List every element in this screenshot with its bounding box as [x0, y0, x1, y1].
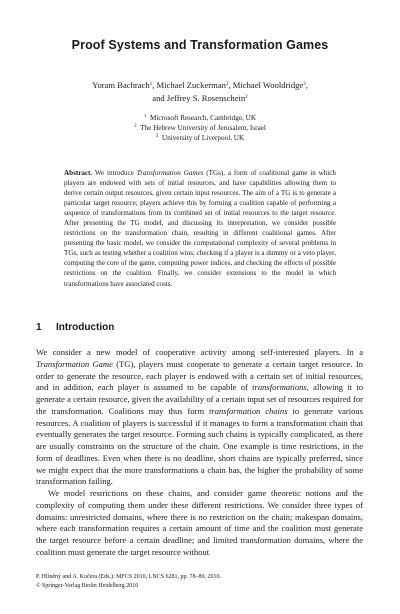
author-sup: 3 — [303, 82, 306, 87]
author-name: Jeffrey S. Rosenschein — [166, 92, 246, 103]
abstract-text: We introduce — [94, 169, 134, 177]
author-sup: 2 — [225, 82, 229, 87]
paper-title: Proof Systems and Transformation Games — [71, 38, 329, 52]
affiliation-item: $^1$ Microsoft Research, Cambridge, UK — [143, 114, 257, 122]
affiliation-item: $^2$ The Hebrew University of Jerusalem, Israel — [134, 124, 266, 132]
author-name: Michael Wooldridge — [232, 80, 304, 90]
author-line-1: Yoram Bachrach$^1$, Michael Zuckerman$^2$, Michael Wooldridge$^3$, — [92, 80, 308, 90]
author-sup: 1 — [149, 82, 153, 87]
body-text — [36, 347, 363, 559]
abstract-text: (TGs), a form of coalitional game in which players are endowed with sets of initial resources, and have capabilities allowing them to derive certain output resources, given certain input resources. The aim of a TG is to generate a particular target resource; players achieve this by forming a coalition capable of performing a sequence of transformations from its combined set of initial resources to the target resource. After presenting the TG model, and discussing its interpretation, we consider possible restrictions on the transformation chain, resulting in different coalitional games. After presenting the basic model, we consider the computational complexity of several problems in TGs, such as testing whether a coalition wins, checking if a player is a dummy or a veto player, computing the core of the game, computing power indices, and checking the effects of possible restrictions on the coalition. Finally, we consider extensions to the model in which transformations have associated costs. — [64, 169, 336, 288]
author-name: Yoram Bachrach — [92, 80, 150, 90]
abstract-label: Abstract. — [64, 169, 93, 177]
footer-copyright: © Springer-Verlag Berlin Heidelberg 2010 — [36, 583, 139, 589]
paragraph: We consider a new model of cooperative activity among self-interested players. In a Transformation Game (TG), players must cooperate to generate a certain target resource. In order to generate the resource, each player is endowed with a certain set of initial resources, and in addition, each player is assumed to be capable of transformations, allowing it to generate a certain resource, given the availability of a certain input set of resources required for the transformation. Coalitions may thus form transformation chains to generate various resources. A coalition of players is successful if it manages to form a transformation chain that eventually generates the target resource. Forming such chains is typically complicated, as there are usually constraints on the structure of the chain. One example is time restrictions, in the form of deadlines. Even when there is no deadline, short chains are typically preferred, since we might expect that the more transformations a chain has, the higher the probability of some transformation failing. — [36, 347, 364, 487]
author-conjunction: and — [152, 92, 165, 103]
section-heading — [36, 322, 114, 333]
section-number: 1 — [36, 322, 42, 333]
page-footer — [36, 573, 363, 591]
paragraph: We model restrictions on these chains, and consider game theoretic notions and the complexity of computing them under these different restrictions. We consider three types of domains: unrestricted domains, where there is no restriction on the chain; makespan domains, where each transformation requires a certain amount of time and the coalition must generate the target resource before a certain deadline; and limited transformation domains, where the coalition must generate the target resource without — [36, 488, 363, 557]
author-name: Michael Zuckerman — [156, 80, 226, 90]
abstract — [64, 168, 336, 289]
affiliation-list — [60, 113, 340, 143]
section-title: Introduction — [56, 322, 115, 333]
abstract-term: Transformation Games — [136, 169, 204, 177]
affiliation-item: $^3$ University of Liverpool, UK — [155, 134, 245, 142]
footer-citation: P. Hliněný and A. Kučera (Eds.): MFCS 2010, LNCS 6281, pp. 78–89, 2010. — [36, 574, 221, 580]
author-line-2 — [60, 92, 340, 105]
author-list — [60, 79, 340, 104]
author-sup: 2 — [245, 94, 248, 100]
